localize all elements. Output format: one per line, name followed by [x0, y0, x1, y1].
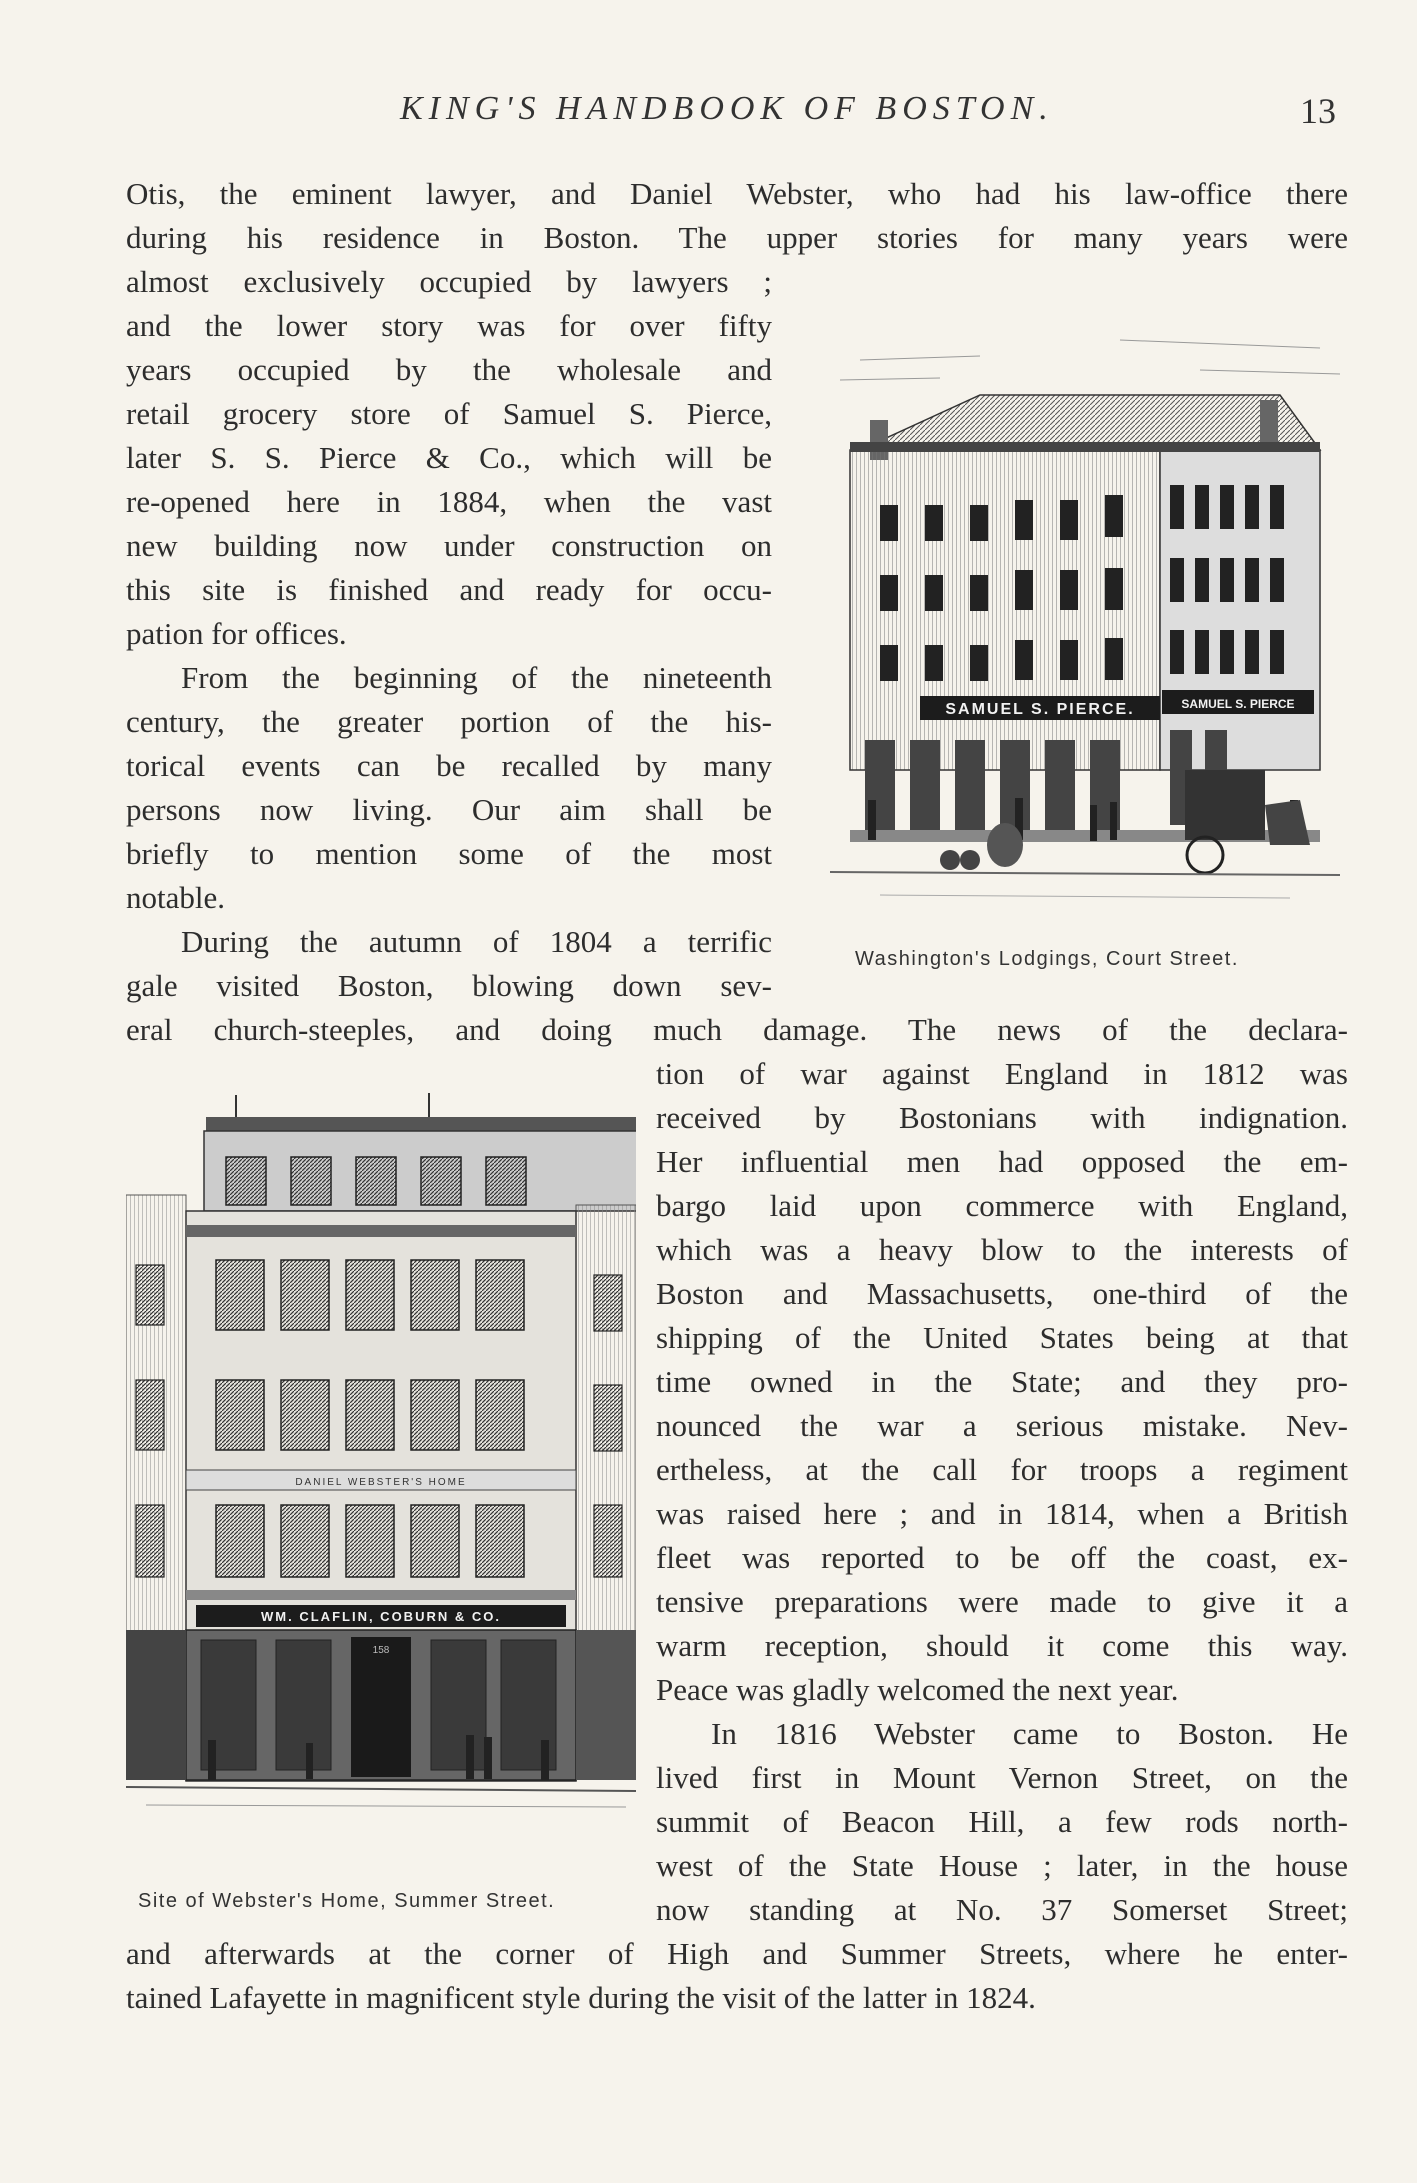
- text-line: notable.: [126, 880, 225, 915]
- text-line: In 1816 Webster came to Boston. He: [711, 1716, 1348, 1751]
- text-line: tensive preparations were made to give it a: [656, 1584, 1348, 1619]
- text-line: gale visited Boston, blowing down sev-: [126, 968, 772, 1003]
- text-line: briefly to mention some of the most: [126, 836, 772, 871]
- text-line: nounced the war a serious mistake. Nev-: [656, 1408, 1348, 1443]
- text-line: summit of Beacon Hill, a few rods north-: [656, 1804, 1348, 1839]
- text-line: re-opened here in 1884, when the vast: [126, 484, 772, 519]
- tablet: DANIEL WEBSTER'S HOME: [295, 1477, 467, 1488]
- text-line: new building now under construction on: [126, 528, 772, 563]
- sign-left: SAMUEL S. PIERCE.: [945, 701, 1135, 718]
- text-line: From the beginning of the nineteenth: [181, 660, 772, 695]
- text-line: torical events can be recalled by many: [126, 748, 772, 783]
- shop-sign: WM. CLAFLIN, COBURN & CO.: [261, 1609, 501, 1624]
- text-line: bargo laid upon commerce with England,: [656, 1188, 1348, 1223]
- text-line: persons now living. Our aim shall be: [126, 792, 772, 827]
- text-line: almost exclusively occupied by lawyers ;: [126, 264, 772, 299]
- webster-home-caption: Site of Webster's Home, Summer Street.: [138, 1890, 556, 1912]
- text-line: pation for offices.: [126, 616, 347, 651]
- sign-right: SAMUEL S. PIERCE: [1181, 697, 1295, 711]
- text-line: warm reception, should it come this way.: [656, 1628, 1348, 1663]
- text-line: during his residence in Boston. The upper stories for many years were: [126, 220, 1348, 255]
- text-line: retail grocery store of Samuel S. Pierce,: [126, 396, 772, 431]
- text-line: tained Lafayette in magnificent style during the visit of the latter in 1824.: [126, 1980, 1036, 2015]
- lodgings-engraving: [820, 300, 1350, 930]
- text-line: and afterwards at the corner of High and Summer Streets, where he enter-: [126, 1936, 1348, 1971]
- text-line: Boston and Massachusetts, one-third of the: [656, 1276, 1348, 1311]
- page-number: 13: [1300, 91, 1336, 131]
- lodgings-caption: Washington's Lodgings, Court Street.: [855, 948, 1239, 970]
- text-line: received by Bostonians with indignation.: [656, 1100, 1348, 1135]
- text-line: ertheless, at the call for troops a regiment: [656, 1452, 1348, 1487]
- text-line: tion of war against England in 1812 was: [656, 1056, 1348, 1091]
- text-line: Otis, the eminent lawyer, and Daniel Webster, who had his law-office there: [126, 176, 1348, 211]
- text-line: now standing at No. 37 Somerset Street;: [656, 1892, 1348, 1927]
- running-title: KING'S HANDBOOK OF BOSTON.: [400, 90, 1054, 127]
- text-line: and the lower story was for over fifty: [126, 308, 772, 343]
- text-line: was raised here ; and in 1814, when a British: [656, 1496, 1348, 1531]
- text-line: west of the State House ; later, in the house: [656, 1848, 1348, 1883]
- text-line: Her influential men had opposed the em-: [656, 1144, 1348, 1179]
- text-line: lived first in Mount Vernon Street, on the: [656, 1760, 1348, 1795]
- text-line: years occupied by the wholesale and: [126, 352, 772, 387]
- text-line: shipping of the United States being at that: [656, 1320, 1348, 1355]
- text-line: fleet was reported to be off the coast, ex-: [656, 1540, 1348, 1575]
- text-line: During the autumn of 1804 a terrific: [181, 924, 772, 959]
- shopfront-arches: [865, 730, 1227, 835]
- text-line: later S. S. Pierce & Co., which will be: [126, 440, 772, 475]
- text-line: this site is finished and ready for occu-: [126, 572, 772, 607]
- text-line: eral church-steeples, and doing much damage. The news of the declara-: [126, 1012, 1348, 1047]
- text-line: Peace was gladly welcomed the next year.: [656, 1672, 1179, 1707]
- running-head: [0, 90, 1417, 130]
- text-line: time owned in the State; and they pro-: [656, 1364, 1348, 1399]
- door-number: 158: [372, 1645, 390, 1656]
- webster-home-engraving: [126, 1075, 636, 1915]
- text-line: century, the greater portion of the his-: [126, 704, 772, 739]
- text-line: which was a heavy blow to the interests of: [656, 1232, 1348, 1267]
- upper-windows: [216, 1260, 524, 1577]
